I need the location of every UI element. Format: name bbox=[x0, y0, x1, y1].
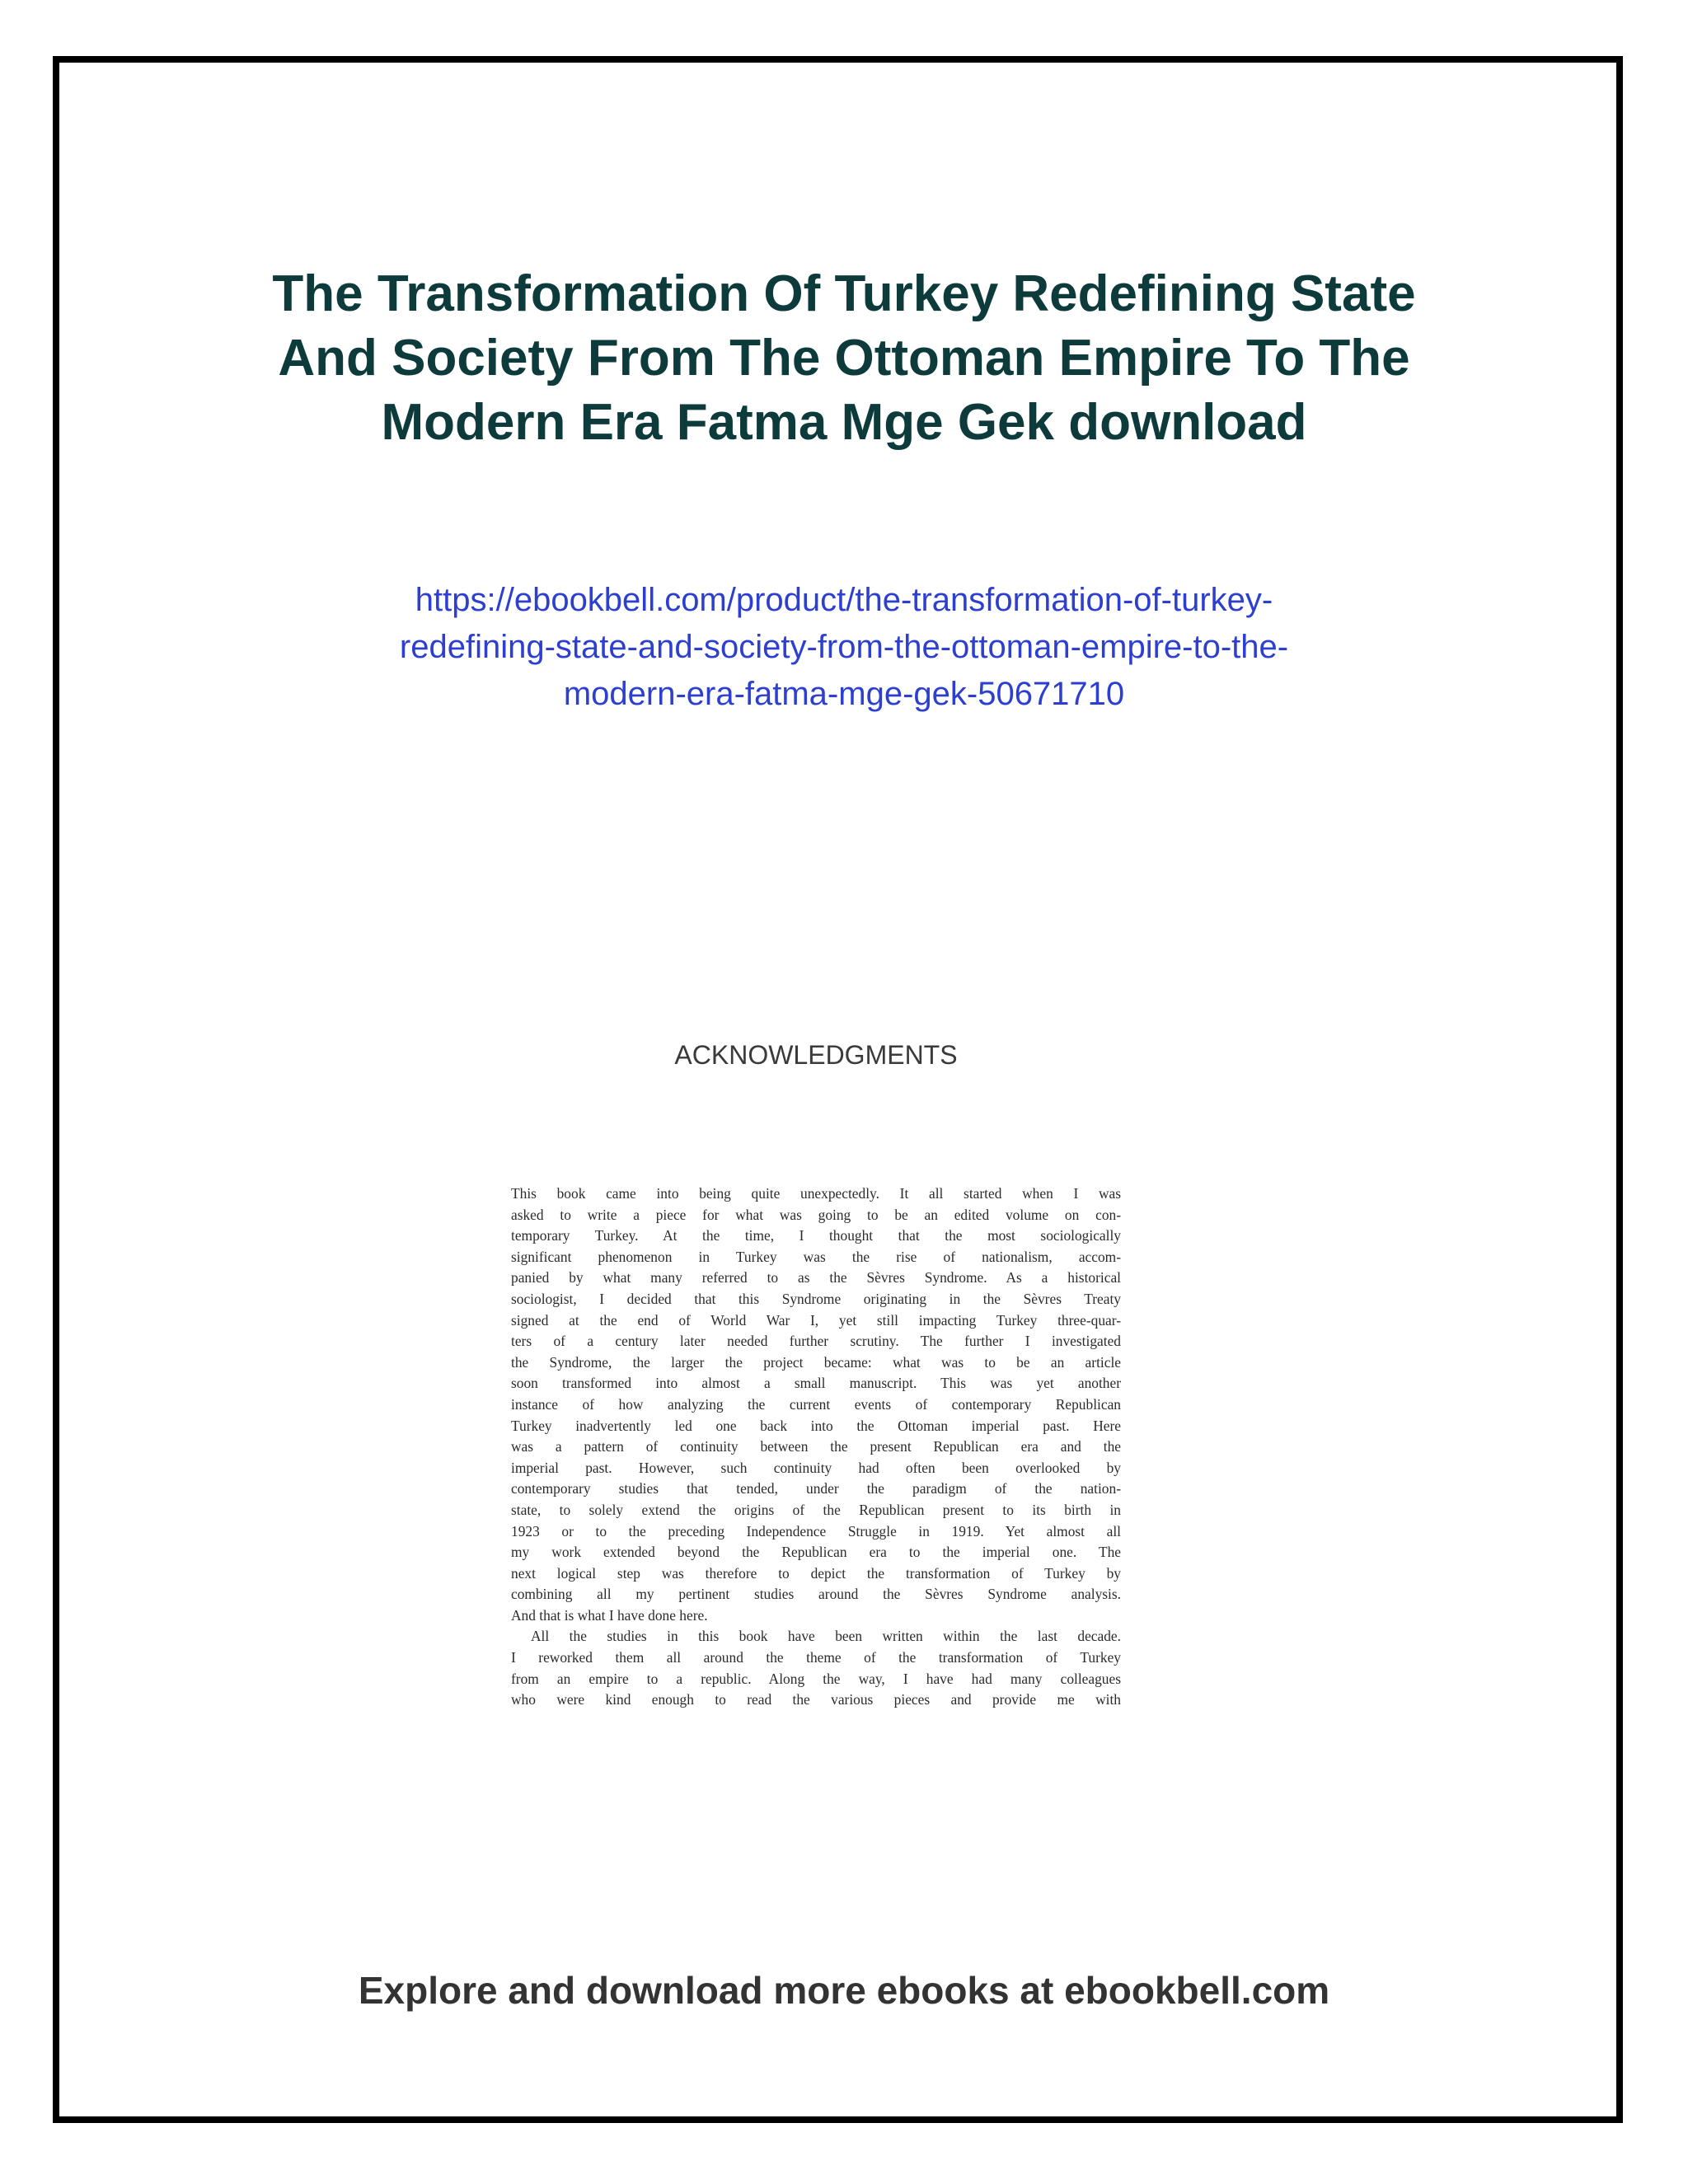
text-line: imperial past. However, such continuity had often been overlooked by bbox=[511, 1459, 1121, 1476]
book-page-preview bbox=[495, 1022, 1137, 1764]
document-title bbox=[165, 262, 1523, 455]
text-line: signed at the end of World War I, yet still impacting Turkey three-quar- bbox=[511, 1311, 1121, 1329]
text-line: contemporary studies that tended, under the paradigm of the nation- bbox=[511, 1480, 1121, 1497]
text-line: All the studies in this book have been written within the last decade. bbox=[531, 1628, 1121, 1645]
link-line: https://ebookbell.com/product/the-transformation-of-turkey- bbox=[415, 582, 1273, 618]
text-line: asked to write a piece for what was going to be an edited volume on con- bbox=[511, 1206, 1121, 1223]
text-line: from an empire to a republic. Along the way, I have had many colleagues bbox=[511, 1670, 1121, 1687]
text-line: state, to solely extend the origins of the Republican present to its birth in bbox=[511, 1501, 1121, 1518]
acknowledgments-heading: ACKNOWLEDGMENTS bbox=[674, 1040, 958, 1070]
title-line: Modern Era Fatma Mge Gek download bbox=[381, 394, 1307, 451]
text-line: significant phenomenon in Turkey was the rise of nationalism, accom- bbox=[511, 1248, 1121, 1265]
text-line: 1923 or to the preceding Independence Struggle in 1919. Yet almost all bbox=[511, 1522, 1121, 1540]
text-line: ters of a century later needed further scrutiny. The further I investigated bbox=[511, 1333, 1121, 1350]
text-line: instance of how analyzing the current events of contemporary Republican bbox=[511, 1395, 1121, 1413]
text-line: combining all my pertinent studies around the Sèvres Syndrome analysis. bbox=[511, 1586, 1121, 1603]
text-line: soon transformed into almost a small manuscript. This was yet another bbox=[511, 1375, 1121, 1392]
text-line: This book came into being quite unexpectedly. It all started when I was bbox=[511, 1185, 1121, 1202]
text-line: my work extended beyond the Republican era to the imperial one. The bbox=[511, 1544, 1121, 1561]
text-line: And that is what I have done here. bbox=[511, 1606, 708, 1624]
title-line: And Society From The Ottoman Empire To The bbox=[278, 330, 1410, 387]
link-line: redefining-state-and-society-from-the-ottoman-empire-to-the- bbox=[399, 629, 1289, 665]
product-link[interactable] bbox=[247, 577, 1441, 718]
acknowledgments-text bbox=[511, 1183, 1121, 1711]
text-line: panied by what many referred to as the Sèvres Syndrome. As a historical bbox=[511, 1269, 1121, 1286]
link-line: modern-era-fatma-mge-gek-50671710 bbox=[563, 676, 1125, 712]
text-line: Turkey inadvertently led one back into the Ottoman imperial past. Here bbox=[511, 1417, 1121, 1434]
footer-promo: Explore and download more ebooks at ebookbell.com bbox=[358, 1969, 1330, 2012]
text-line: sociologist, I decided that this Syndrome originating in the Sèvres Treaty bbox=[511, 1290, 1121, 1307]
text-line: temporary Turkey. At the time, I thought that the most sociologically bbox=[511, 1227, 1121, 1244]
text-line: the Syndrome, the larger the project became: what was to be an article bbox=[511, 1353, 1121, 1371]
title-line: The Transformation Of Turkey Redefining State bbox=[272, 265, 1416, 322]
text-line: next logical step was therefore to depict the transformation of Turkey by bbox=[511, 1564, 1121, 1582]
text-line: who were kind enough to read the various pieces and provide me with bbox=[511, 1691, 1121, 1708]
text-line: was a pattern of continuity between the present Republican era and the bbox=[511, 1438, 1121, 1455]
text-line: I reworked them all around the theme of the transformation of Turkey bbox=[511, 1649, 1121, 1666]
